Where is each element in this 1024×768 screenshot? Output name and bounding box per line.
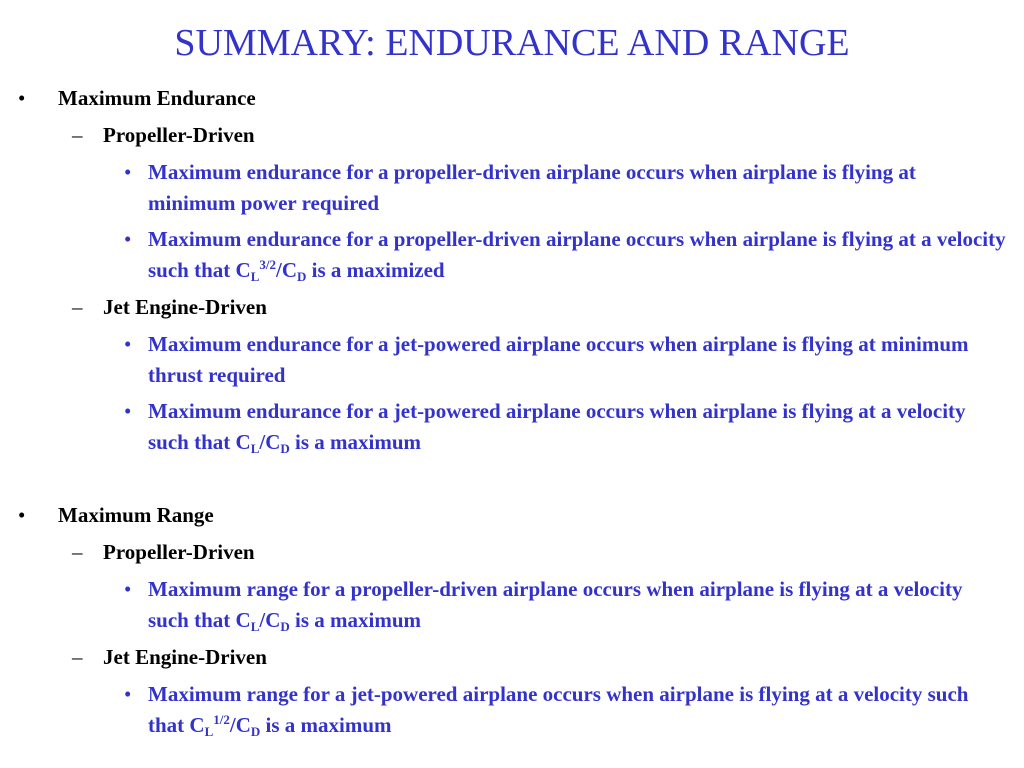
superscript: 3/2 [259,257,276,272]
section-label: Maximum Range [58,503,214,527]
list-item [0,329,1024,391]
item-text: Maximum endurance for a propeller-driven airplane occurs when airplane is flying at a velocity such that C [148,227,1006,282]
subscript: L [250,441,260,456]
item-text: Maximum range for a propeller-driven airplane occurs when airplane is flying at a velocity such that C [148,577,963,632]
bullet-marker: • [124,399,132,423]
dash-marker: – [72,540,83,564]
group-label: Jet Engine-Driven [103,295,267,319]
bullet-marker: • [18,86,26,110]
section-label: Maximum Endurance [58,86,256,110]
subscript: L [250,619,260,634]
list-item [0,574,1024,636]
group-heading [0,294,1024,321]
list-item [0,679,1024,741]
slide-content [0,85,1024,741]
list-item [0,396,1024,458]
item-text-tail: is a maximum [289,608,421,632]
item-text-tail: is a maximum [289,430,421,454]
group-label: Propeller-Driven [103,540,255,564]
item-text-tail: is a maximized [306,258,445,282]
bullet-marker: • [124,332,132,356]
group-label: Propeller-Driven [103,123,255,147]
superscript: 1/2 [213,712,230,727]
group-heading [0,539,1024,566]
item-text-mid: /C [275,258,297,282]
item-text-mid: /C [259,430,281,454]
bullet-marker: • [124,682,132,706]
list-item [0,224,1024,286]
item-text-mid: /C [259,608,281,632]
bullet-marker: • [18,503,26,527]
item-text-tail: is a maximum [260,713,392,737]
list-item [0,157,1024,219]
dash-marker: – [72,295,83,319]
section-heading [0,502,1024,529]
item-text: Maximum endurance for a jet-powered airplane occurs when airplane is flying at a velocity such that C [148,399,966,454]
item-text: Maximum endurance for a jet-powered airplane occurs when airplane is flying at minimum thrust required [148,332,969,387]
bullet-marker: • [124,577,132,601]
dash-marker: – [72,645,83,669]
item-text: Maximum endurance for a propeller-driven airplane occurs when airplane is flying at minimum power required [148,160,916,215]
subscript: D [280,441,290,456]
dash-marker: – [72,123,83,147]
group-heading [0,644,1024,671]
section-heading [0,85,1024,112]
subscript: D [296,269,307,284]
subscript: L [204,724,214,739]
group-heading [0,122,1024,149]
subscript: D [280,619,290,634]
bullet-marker: • [124,227,132,251]
subscript: L [250,269,260,284]
bullet-marker: • [124,160,132,184]
item-text-mid: /C [229,713,251,737]
group-label: Jet Engine-Driven [103,645,267,669]
item-text: Maximum range for a jet-powered airplane occurs when airplane is flying at a velocity such that C [148,682,969,737]
slide-title: SUMMARY: ENDURANCE AND RANGE [174,22,850,64]
subscript: D [250,724,261,739]
